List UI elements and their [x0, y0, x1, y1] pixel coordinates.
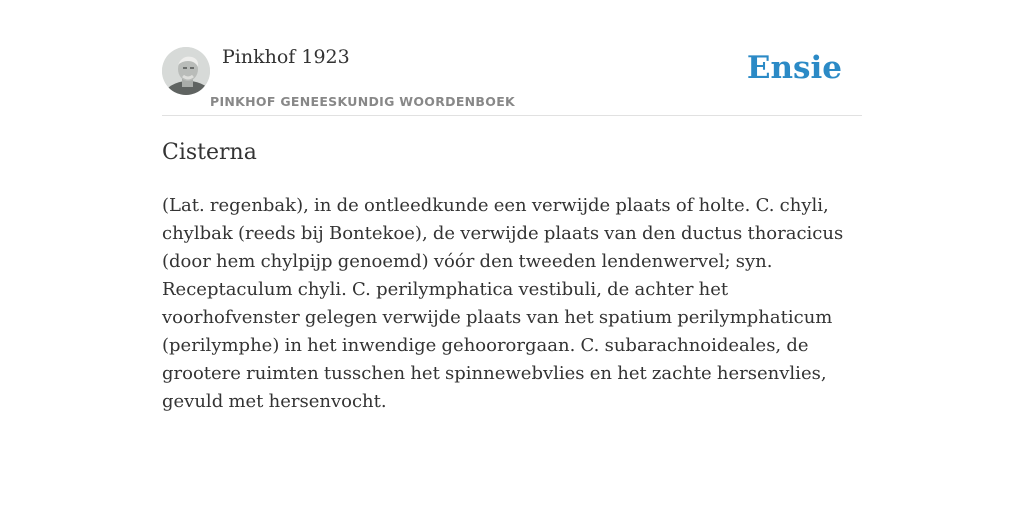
avatar[interactable]: [162, 47, 210, 95]
page: [162, 0, 862, 512]
header: [162, 0, 862, 116]
author-name[interactable]: Pinkhof 1923: [222, 46, 350, 68]
entry-definition: (Lat. regenbak), in de ontleedkunde een verwijde plaats of holte. C. chyli, chylbak (reeds bij Bontekoe), de verwijde plaats van den ductus thoracicus (door hem chylpijp genoemd) vóór den tweeden lendenwervel; syn. Receptaculum chyli. C. perilymphatica vestibuli, de achter het voorhofvenster gelegen verwijde plaats van het spatium perilymphaticum (perilymphe) in het inwendige gehoororgaan. C. subarachnoideales, de grootere ruimten tusschen het spinnewebvlies en het zachte hersenvlies, gevuld met hersenvocht.: [162, 195, 844, 412]
ensie-logo[interactable]: Ensie: [746, 50, 842, 86]
portrait-avatar-icon: [162, 47, 210, 95]
entry-title: Cisterna: [162, 140, 257, 165]
dictionary-subtitle[interactable]: PINKHOF GENEESKUNDIG WOORDENBOEK: [210, 94, 516, 109]
